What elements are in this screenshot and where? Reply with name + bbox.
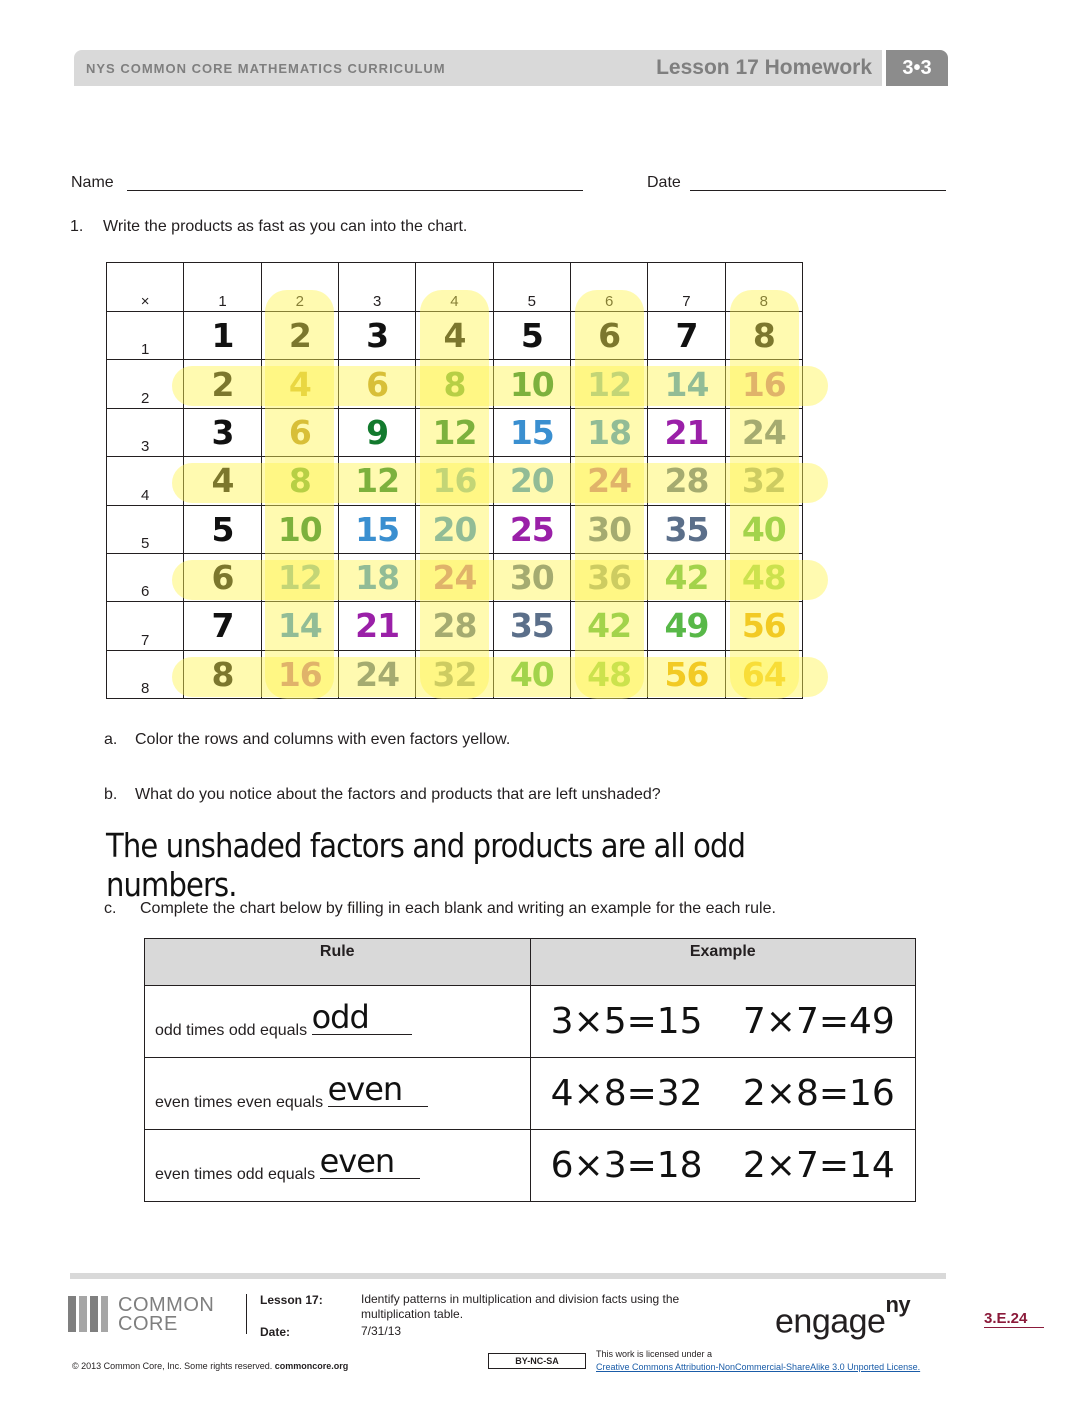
- product-cell[interactable]: 14: [261, 602, 338, 650]
- product-cell[interactable]: 3: [184, 408, 261, 456]
- product-cell[interactable]: 12: [338, 457, 415, 505]
- column-header: 2: [261, 263, 338, 312]
- product-cell[interactable]: 18: [570, 408, 647, 456]
- common-core-logo-text: COMMON CORE: [118, 1294, 215, 1335]
- product-cell[interactable]: 21: [338, 602, 415, 650]
- page-code: 3.E.24: [984, 1310, 1044, 1328]
- part-b-letter: b.: [104, 786, 118, 803]
- product-cell[interactable]: 5: [184, 505, 261, 553]
- row-header: 6: [107, 553, 184, 601]
- rule-cell: [145, 1058, 531, 1130]
- row-header: 1: [107, 312, 184, 360]
- product-cell[interactable]: 35: [648, 505, 725, 553]
- rule-header: Rule: [145, 939, 531, 986]
- table-row: [107, 312, 803, 360]
- product-cell[interactable]: 42: [570, 602, 647, 650]
- product-cell[interactable]: 32: [416, 650, 493, 698]
- part-c-letter: c.: [104, 900, 117, 917]
- name-label: Name: [71, 174, 114, 191]
- table-row: [107, 650, 803, 698]
- product-cell[interactable]: 5: [493, 312, 570, 360]
- example-cell: [530, 986, 916, 1058]
- row-header: 8: [107, 650, 184, 698]
- table-row: [107, 553, 803, 601]
- product-cell[interactable]: 1: [184, 312, 261, 360]
- example-1: 4×8=32: [550, 1073, 703, 1114]
- rule-answer-blank[interactable]: [319, 1142, 420, 1180]
- product-cell[interactable]: 9: [338, 408, 415, 456]
- table-row: [107, 457, 803, 505]
- product-cell[interactable]: 40: [725, 505, 802, 553]
- product-cell[interactable]: 30: [493, 553, 570, 601]
- product-cell[interactable]: 16: [416, 457, 493, 505]
- product-cell[interactable]: 15: [493, 408, 570, 456]
- engageny-logo: engage$^{ny}$: [775, 1292, 911, 1341]
- example-cell: [530, 1058, 916, 1130]
- product-cell[interactable]: 21: [648, 408, 725, 456]
- product-cell[interactable]: 24: [338, 650, 415, 698]
- product-cell[interactable]: 6: [184, 553, 261, 601]
- rule-cell: [145, 1130, 531, 1202]
- product-cell[interactable]: 8: [261, 457, 338, 505]
- rule-cell: [145, 986, 531, 1058]
- example-1: 3×5=15: [550, 1001, 703, 1042]
- product-cell[interactable]: 48: [570, 650, 647, 698]
- product-cell[interactable]: 6: [570, 312, 647, 360]
- question-text: Write the products as fast as you can into the chart.: [103, 218, 468, 235]
- product-cell[interactable]: 42: [648, 553, 725, 601]
- product-cell[interactable]: 48: [725, 553, 802, 601]
- product-cell[interactable]: 12: [261, 553, 338, 601]
- table-row: [145, 1130, 916, 1202]
- rule-table: [144, 938, 916, 1202]
- product-cell[interactable]: 20: [416, 505, 493, 553]
- question-number: 1.: [70, 218, 84, 235]
- license-text: This work is licensed under a: [596, 1349, 713, 1359]
- chart-corner: ×: [107, 263, 184, 312]
- column-header: 8: [725, 263, 802, 312]
- row-header: 5: [107, 505, 184, 553]
- license-link[interactable]: Creative Commons Attribution-NonCommercial-ShareAlike 3.0 Unported License.: [596, 1362, 921, 1372]
- rule-answer: even: [319, 1142, 395, 1180]
- product-cell[interactable]: 6: [261, 408, 338, 456]
- row-header: 3: [107, 408, 184, 456]
- cc-license-badge-icon: BY-NC-SA: [488, 1353, 586, 1369]
- product-cell[interactable]: 24: [416, 553, 493, 601]
- footer-lesson-desc: Identify patterns in multiplication and division facts using the multiplication table.: [361, 1292, 680, 1321]
- rule-answer: odd: [311, 998, 369, 1036]
- row-header: 2: [107, 360, 184, 408]
- example-cell: [530, 1130, 916, 1202]
- table-row: [107, 408, 803, 456]
- product-cell[interactable]: 10: [493, 360, 570, 408]
- row-header: 7: [107, 602, 184, 650]
- footer-separator: [246, 1294, 247, 1334]
- part-c-text: Complete the chart below by filling in each blank and writing an example for the each rule.: [140, 900, 776, 917]
- date-field[interactable]: [690, 190, 946, 191]
- product-cell[interactable]: 20: [493, 457, 570, 505]
- column-header: 6: [570, 263, 647, 312]
- product-cell[interactable]: 4: [261, 360, 338, 408]
- product-cell[interactable]: 30: [570, 505, 647, 553]
- lesson-title: Lesson 17 Homework: [656, 56, 872, 79]
- product-cell[interactable]: 4: [416, 312, 493, 360]
- product-cell[interactable]: 35: [493, 602, 570, 650]
- multiplication-chart: [106, 262, 803, 699]
- product-cell[interactable]: 14: [648, 360, 725, 408]
- product-cell[interactable]: 7: [184, 602, 261, 650]
- part-b-handwritten-answer: The unshaded factors and products are all odd numbers.: [106, 826, 746, 904]
- product-cell[interactable]: 49: [648, 602, 725, 650]
- product-cell[interactable]: 24: [725, 408, 802, 456]
- product-cell[interactable]: 2: [184, 360, 261, 408]
- product-cell[interactable]: 32: [725, 457, 802, 505]
- example-header: Example: [530, 939, 916, 986]
- product-cell[interactable]: 24: [570, 457, 647, 505]
- footer-date-label: Date:: [260, 1325, 291, 1339]
- product-cell[interactable]: 3: [338, 312, 415, 360]
- table-row: [107, 360, 803, 408]
- product-cell[interactable]: 18: [338, 553, 415, 601]
- product-cell[interactable]: 2: [261, 312, 338, 360]
- example-2: 7×7=49: [742, 1001, 895, 1042]
- footer-date-value: 7/31/13: [361, 1324, 402, 1338]
- table-row: [145, 986, 916, 1058]
- product-cell[interactable]: 56: [648, 650, 725, 698]
- product-cell[interactable]: 16: [261, 650, 338, 698]
- product-cell[interactable]: 40: [493, 650, 570, 698]
- product-cell[interactable]: 10: [261, 505, 338, 553]
- product-cell[interactable]: 6: [338, 360, 415, 408]
- rule-text: odd times odd equals: [155, 1022, 308, 1039]
- rule-text: even times even equals: [155, 1094, 324, 1111]
- row-header: 4: [107, 457, 184, 505]
- copyright: © 2013 Common Core, Inc. Some rights reserved. commoncore.org: [72, 1361, 349, 1371]
- curriculum-title: NYS COMMON CORE MATHEMATICS CURRICULUM: [86, 61, 446, 76]
- product-cell[interactable]: 28: [648, 457, 725, 505]
- table-row: [107, 602, 803, 650]
- date-label: Date: [647, 174, 681, 191]
- footer-divider: [70, 1273, 946, 1279]
- rule-answer-blank[interactable]: [327, 1070, 428, 1108]
- product-cell[interactable]: 7: [648, 312, 725, 360]
- example-2: 2×8=16: [742, 1073, 895, 1114]
- product-cell[interactable]: 15: [338, 505, 415, 553]
- rule-answer-blank[interactable]: [311, 998, 412, 1036]
- product-cell[interactable]: 8: [725, 312, 802, 360]
- header-bar: [74, 50, 882, 86]
- column-header: 3: [338, 263, 415, 312]
- column-header: 1: [184, 263, 261, 312]
- grade-module-badge: 3•3: [886, 50, 948, 86]
- name-field[interactable]: [127, 190, 583, 191]
- part-b-text: What do you notice about the factors and products that are left unshaded?: [135, 786, 661, 803]
- product-cell[interactable]: 28: [416, 602, 493, 650]
- column-header: 4: [416, 263, 493, 312]
- product-cell[interactable]: 36: [570, 553, 647, 601]
- product-cell[interactable]: 56: [725, 602, 802, 650]
- product-cell[interactable]: 25: [493, 505, 570, 553]
- rule-answer: even: [327, 1070, 403, 1108]
- product-cell[interactable]: 16: [725, 360, 802, 408]
- product-cell[interactable]: 8: [416, 360, 493, 408]
- product-cell[interactable]: 12: [570, 360, 647, 408]
- product-cell[interactable]: 8: [184, 650, 261, 698]
- example-2: 2×7=14: [742, 1145, 895, 1186]
- column-header: 7: [648, 263, 725, 312]
- footer-lesson-label: Lesson 17:: [260, 1293, 323, 1307]
- part-a-text: Color the rows and columns with even factors yellow.: [135, 731, 511, 748]
- column-header: 5: [493, 263, 570, 312]
- table-row: [107, 505, 803, 553]
- product-cell[interactable]: 4: [184, 457, 261, 505]
- table-row: [145, 1058, 916, 1130]
- common-core-logo-icon: [68, 1296, 108, 1332]
- example-1: 6×3=18: [550, 1145, 703, 1186]
- product-cell[interactable]: 64: [725, 650, 802, 698]
- part-a-letter: a.: [104, 731, 118, 748]
- product-cell[interactable]: 12: [416, 408, 493, 456]
- rule-text: even times odd equals: [155, 1166, 316, 1183]
